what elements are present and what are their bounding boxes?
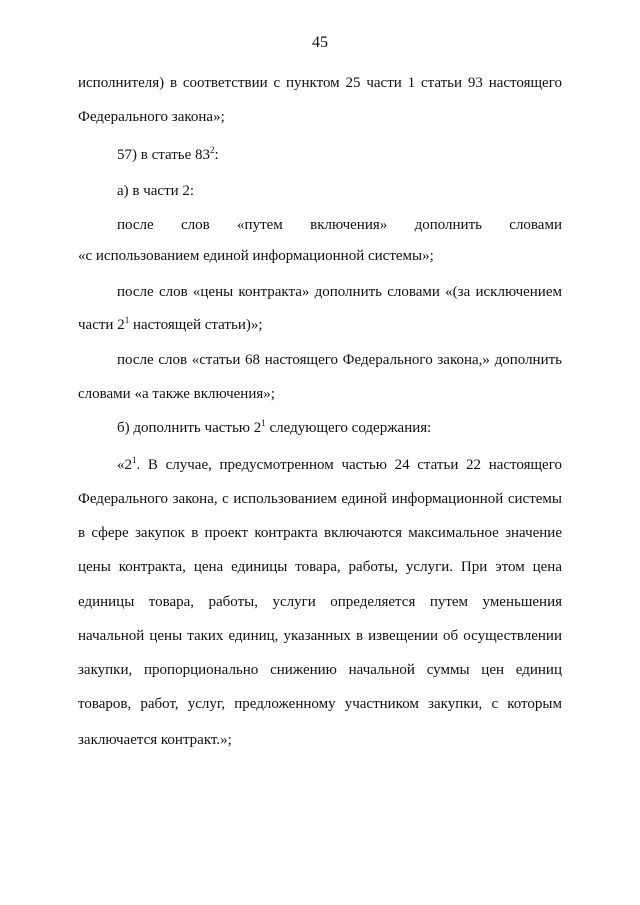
text-line: цены контракта, цена единицы товара, работы, услуги. При этом цена — [78, 559, 562, 575]
text-line: после слов «цены контракта» дополнить словами «(за исключением — [117, 284, 562, 300]
text-line: единицы товара, работы, услуги определяется путем уменьшения — [78, 594, 562, 610]
text-line: начальной цены таких единиц, указанных в извещении об осуществлении — [78, 628, 562, 644]
superscript: 1 — [261, 418, 266, 428]
text-line: после слов «путем включения» дополнить словами — [117, 217, 562, 233]
text-line: в сфере закупок в проект контракта включаются максимальное значение — [78, 525, 562, 541]
text-line: «$2^1$. В случае, предусмотренном частью 24 статьи 22 настоящего — [117, 455, 562, 473]
superscript: 2 — [210, 145, 215, 155]
text-line: заключается контракт.»; — [78, 732, 232, 748]
text-line: Федерального закона»; — [78, 109, 225, 125]
text-line: после слов «статьи 68 настоящего Федерального закона,» дополнить — [117, 352, 562, 368]
text-line: 57) в статье $83^2$: — [117, 145, 219, 163]
text-line: исполнителя) в соответствии с пунктом 25 части 1 статьи 93 настоящего — [78, 75, 562, 91]
page-number: 45 — [312, 34, 328, 51]
text-line: а) в части 2: — [117, 183, 195, 199]
text-line: словами «а также включения»; — [78, 386, 275, 402]
text-line: б) дополнить частью $2^1$ следующего содержания: — [117, 418, 432, 436]
superscript: 1 — [124, 315, 130, 325]
text-line: Федерального закона, с использованием единой информационной системы — [78, 491, 562, 507]
text-line: закупки, пропорционально снижению начальной суммы цен единиц — [78, 662, 562, 678]
text-line: «с использованием единой информационной системы»; — [78, 248, 434, 264]
text-line: товаров, работ, услуг, предложенному участником закупки, с которым — [78, 696, 562, 712]
text-line: части $2^1$ настоящей статьи)»; — [78, 315, 263, 333]
superscript: 1 — [132, 455, 137, 465]
